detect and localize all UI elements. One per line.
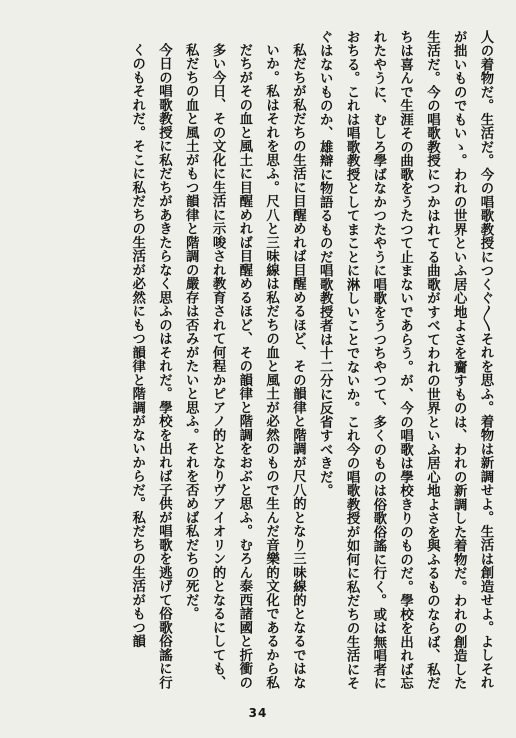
paragraph-1: 人の着物だ。生活だ。今の唱歌教授につくぐ〱それを思ふ。着物は新調せよ。生活は創造せよ。よしそれが拙いものでもいゝ。われの世界といふ居心地よさを齎すものは、われの新調した着物だ。われの創造した生活だ。今の唱歌教授につかはれてる曲歌がすべてわれの世界といふ居心地よさを與ふるものならば、私だちは喜んで生涯その曲歌をうたつて止まないであらう。が、今の唱歌は學校きりのものだ。學校を出れば忘れたやうに、むしろ學ばなかつたやうに唱歌をうつちやつて、多くのものは俗歌俗謠に行く。或は無唱者におちる。これは唱歌教授としてまことに淋しいことでないか。これ今の唱歌教授が如何に私だちの生活にそぐはないものか、雄辯に物語るものだ唱歌教授者は十二分に反省すべきだ。 [317,30,494,690]
paragraph-3: 今日の唱歌教授に私だちがあきたらなく思ふのはそれだ。學校を出れば子供が唱歌を逃げて俗歌俗謠に行くのもそれだ。そこに私だちの生活が必然にもつ韻律と階調がないからだ。私だちの生活がもつ韻 [129,43,173,690]
page-number: 34 [248,706,268,720]
paragraph-2: 私だちが私だちの生活に目醒めれば目醒めるほど、その韻律と階調が尺八的となり三味線的となるではないか。私はそれを思ふ。尺八と三味線は私だちの血と風土が必然のもので生んだ音樂的文化であるから私だちがその血と風土に目醒めれば目醒めるほど、その韻律と階調をおぶと思ふ。むろん泰西諸國と折衝の多い今日、その文化に生活に示唆され教育されて何程かピアノ的となりヴアイオリン的となるにしても、私だちの血と風土がもつ韻律と階調の嚴存は否みがたいと思ふ。それを否めば私だちの死だ。 [183,43,307,690]
vertical-text-block [13,30,499,700]
